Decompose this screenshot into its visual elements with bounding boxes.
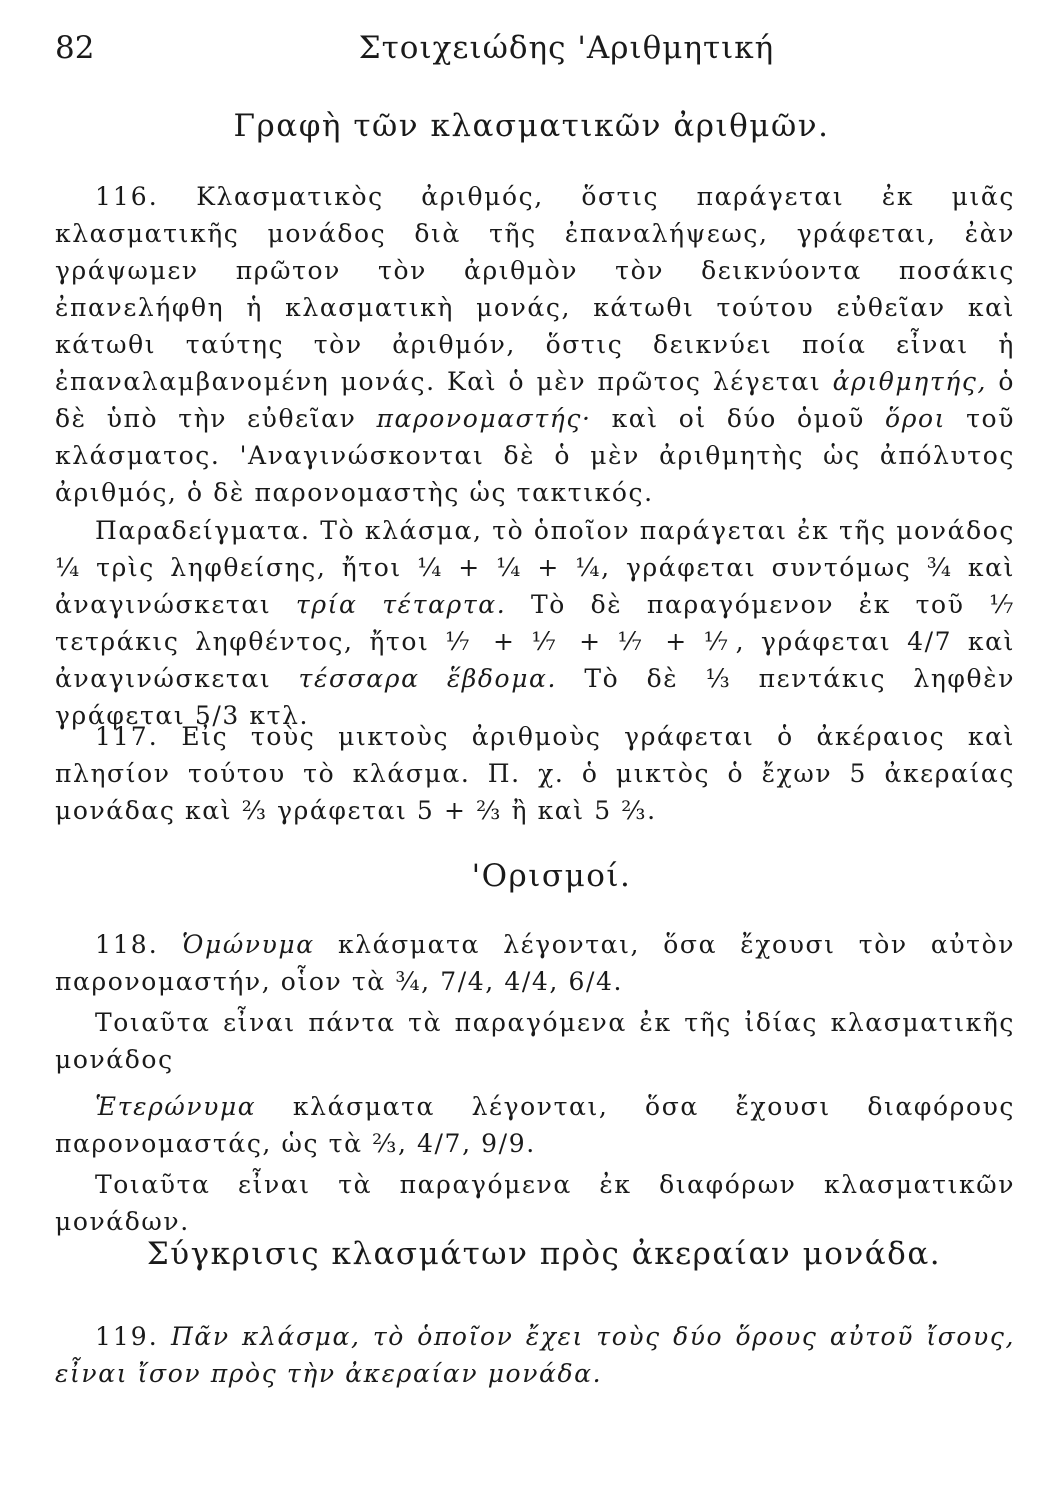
paragraph-number: 117.	[95, 722, 159, 751]
section-heading-definitions: 'Ορισμοί.	[471, 858, 632, 894]
paragraph-117	[55, 718, 1015, 829]
example-reading-2: τέσσαρα ἕβδομα.	[298, 664, 558, 693]
paragraph-text: Εἰς τοὺς μικτοὺς ἀριθμοὺς γράφεται ὁ ἀκέραιος καὶ πλησίον τούτου τὸ κλάσμα. Π. χ. ὁ μικτὸς ὁ ἔχων 5 ἀκεραίας μονάδας καὶ ⅔ γράφεται 5 + ⅔ ἢ καὶ 5 ⅔.	[55, 722, 1015, 825]
section-heading-comparison: Σύγκρισις κλασμάτων πρὸς ἀκεραίαν μονάδα.	[146, 1236, 942, 1272]
page-header	[55, 30, 1018, 74]
paragraph-text: Κλασματικὸς ἀριθμός, ὅστις παράγεται ἐκ μιᾶς κλασματικῆς μονάδος διὰ τῆς ἐπαναλήψεως, γράφεται, ἐὰν γράψωμεν πρῶτον τὸν ἀριθμὸν τὸν δεικνύοντα ποσάκις ἐπανελήφθη ἡ κλασματικὴ μονάς, κάτωθι τούτου εὐθεῖαν καὶ κάτωθι ταύτης τὸν ἀριθμόν, ὅστις δεικνύει ποία εἶναι ἡ ἐπαναλαμβανομένη μονάς. Καὶ ὁ μὲν πρῶτος λέγεται	[55, 182, 1016, 396]
example-reading-1: τρία τέταρτα.	[295, 590, 507, 619]
paragraph-118b: Τοιαῦτα εἶναι πάντα τὰ παραγόμενα ἐκ τῆς ἰδίας κλασματικῆς μονάδος	[55, 1008, 1015, 1074]
term-homonymous: Ὁμώνυμα	[181, 930, 315, 959]
page-number: 82	[55, 30, 95, 66]
paragraph-118	[55, 926, 1015, 1000]
paragraph-text: Τὸ δὲ ⅓ πεντάκις ληφθὲν γράφεται 5/3 κτλ.	[55, 664, 1016, 730]
paragraph-116	[55, 178, 1015, 511]
paragraph-number: 119.	[95, 1322, 159, 1351]
theorem-text: Πᾶν κλάσμα, τὸ ὁποῖον ἔχει τοὺς δύο ὅρους αὐτοῦ ἴσους, εἶναι ἴσον πρὸς τὴν ἀκεραίαν μονάδα.	[55, 1322, 1016, 1388]
paragraph-119	[55, 1318, 1015, 1392]
term-denominator: παρονομαστής·	[376, 404, 592, 433]
term-terms: ὅροι	[885, 404, 947, 433]
paragraph-text: κλάσματα λέγονται, ὅσα ἔχουσι τὸν αὐτὸν παρονομαστήν, οἷον τὰ ¾, 7/4, 4/4, 6/4.	[55, 930, 1016, 996]
section-heading-writing-fractions: Γραφὴ τῶν κλασματικῶν ἀριθμῶν.	[233, 108, 830, 144]
paragraph-number: 118.	[95, 930, 159, 959]
paragraph-118d: Τοιαῦτα εἶναι τὰ παραγόμενα ἐκ διαφόρων κλασματικῶν μονάδων.	[55, 1170, 1015, 1236]
paragraph-examples	[55, 512, 1015, 734]
paragraph-number: 116.	[95, 182, 159, 211]
paragraph-text: καὶ οἱ δύο ὁμοῦ	[611, 404, 865, 433]
paragraph-text: Τὸ δὲ παραγόμενον ἐκ τοῦ ⅐ τετράκις ληφθέντος, ἤτοι ⅐ + ⅐ + ⅐ + ⅐, γράφεται 4/7 καὶ ἀναγινώσκεται	[55, 590, 1016, 693]
paragraph-text: ὁ δὲ ὑπὸ τὴν εὐθεῖαν	[55, 367, 1016, 433]
term-heteronymous: Ἑτερώνυμα	[95, 1092, 257, 1121]
paragraph-text: τοῦ κλάσματος. 'Αναγινώσκονται δὲ ὁ μὲν ἀριθμητὴς ὡς ἀπόλυτος ἀριθμός, ὁ δὲ παρονομαστὴς ὡς τακτικός.	[55, 404, 1016, 507]
paragraph-text: Παραδείγματα. Τὸ κλάσμα, τὸ ὁποῖον παράγεται ἐκ τῆς μονάδος ¼ τρὶς ληφθείσης, ἤτοι ¼ + ¼ + ¼, γράφεται συντόμως ¾ καὶ ἀναγινώσκεται	[55, 516, 1015, 619]
term-numerator: ἀριθμητής,	[832, 367, 987, 396]
paragraph-text: κλάσματα λέγονται, ὅσα ἔχουσι διαφόρους παρονομαστάς, ὡς τὰ ⅔, 4/7, 9/9.	[55, 1092, 1016, 1158]
running-title: Στοιχειώδης 'Αριθμητική	[358, 30, 775, 66]
paragraph-118c	[55, 1088, 1015, 1162]
